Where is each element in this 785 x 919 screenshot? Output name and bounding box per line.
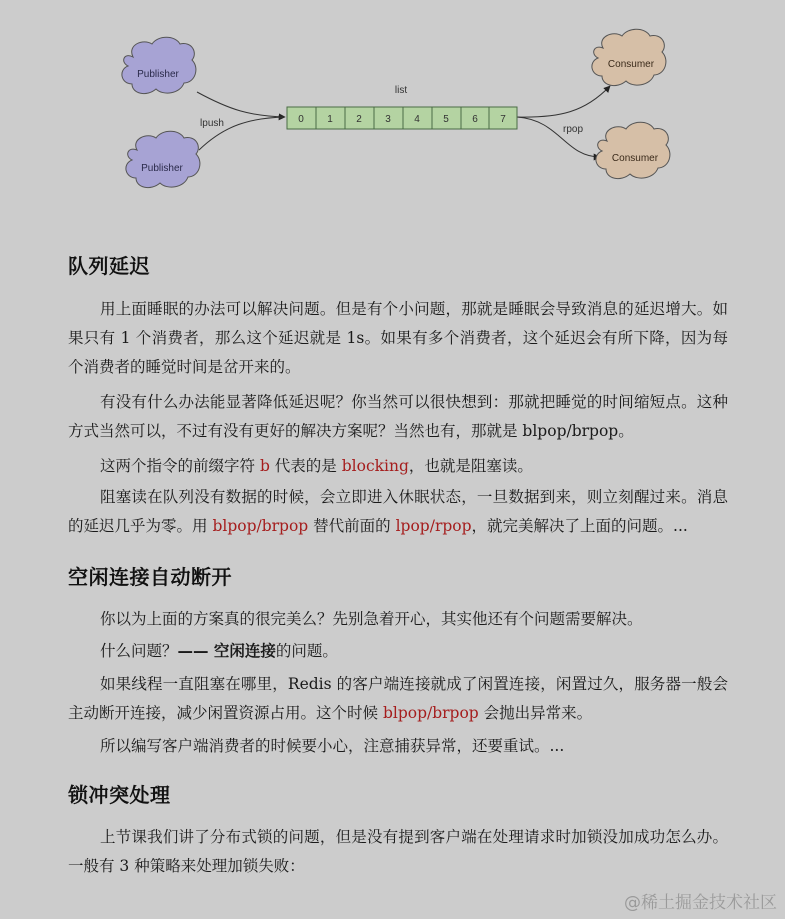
paragraph bbox=[68, 605, 728, 634]
consumer-cloud-1 bbox=[592, 29, 666, 85]
list-cell-7: 7 bbox=[500, 114, 506, 125]
text: 有没有什么办法能显著降低延迟呢？你当然可以很快想到：那就把睡觉的时间缩短点。这种方式当然可以，不过有没有更好的解决方案呢？当然也有，那就是 blpop/brpop。 bbox=[68, 393, 728, 440]
highlight-term: blocking bbox=[341, 457, 409, 475]
list-cells bbox=[287, 107, 517, 129]
list-cell-0: 0 bbox=[298, 114, 304, 125]
list-cell-2: 2 bbox=[356, 114, 362, 125]
lpush-label: lpush bbox=[200, 118, 224, 129]
redis-list-queue-diagram bbox=[0, 0, 785, 220]
consumer-cloud-2 bbox=[596, 122, 670, 178]
rpop-label: rpop bbox=[562, 124, 584, 135]
text: 阻塞读在队列没有数据的时候，会立即进入休眠状态，一旦数据到来，则立刻醒过来。消息的延迟几乎为零。用 bbox=[68, 488, 728, 535]
text: 会抛出异常来。 bbox=[478, 704, 593, 722]
text: 如果线程一直阻塞在哪里，Redis 的客户端连接就成了闲置连接，闲置过久，服务器一般会主动断开连接，减少闲置资源占用。这个时候 bbox=[68, 675, 728, 722]
paragraph bbox=[68, 637, 728, 666]
bold-term: —— 空闲连接 bbox=[177, 642, 276, 660]
paragraph bbox=[68, 483, 728, 541]
list-cell-6: 6 bbox=[472, 114, 478, 125]
publisher-label-1: Publisher bbox=[137, 69, 179, 80]
section-heading-idle-disconnect: 空闲连接自动断开 bbox=[68, 565, 232, 589]
text: 这两个指令的前缀字符 bbox=[100, 457, 260, 475]
paragraph bbox=[68, 452, 728, 481]
highlight-term: lpop/rpop bbox=[395, 517, 472, 535]
section-heading-queue-delay: 队列延迟 bbox=[68, 254, 150, 278]
text: ，也就是阻塞读。 bbox=[408, 457, 533, 475]
paragraph bbox=[68, 732, 728, 761]
consumer-label-2: Consumer bbox=[611, 153, 659, 164]
consumer2-arrow bbox=[517, 117, 600, 157]
list-cell-3: 3 bbox=[385, 114, 391, 125]
publisher-cloud-1 bbox=[122, 37, 196, 93]
text: ，就完美解决了上面的问题。... bbox=[471, 517, 688, 535]
watermark: @稀土掘金技术社区 bbox=[624, 893, 777, 913]
highlight-term: b bbox=[259, 457, 270, 475]
list-cell-4: 4 bbox=[414, 114, 420, 125]
highlight-term: blpop/brpop bbox=[212, 517, 309, 535]
publisher-cloud-2 bbox=[126, 131, 200, 187]
text: 替代前面的 bbox=[308, 517, 396, 535]
section-heading-lock-conflict: 锁冲突处理 bbox=[68, 783, 171, 807]
list-cell-5: 5 bbox=[443, 114, 449, 125]
paragraph bbox=[68, 670, 728, 728]
text: 什么问题？ bbox=[100, 642, 178, 660]
text: 用上面睡眠的办法可以解决问题。但是有个小问题，那就是睡眠会导致消息的延迟增大。如果只有 1 个消费者，那么这个延迟就是 1s。如果有多个消费者，这个延迟会有所下降，因为每个消费者的睡觉时间是岔开来的。 bbox=[68, 300, 728, 376]
text: 上节课我们讲了分布式锁的问题，但是没有提到客户端在处理请求时加锁没加成功怎么办。一般有 3 种策略来处理加锁失败： bbox=[68, 828, 728, 875]
list-cell-1: 1 bbox=[327, 114, 333, 125]
paragraph bbox=[68, 388, 728, 446]
text: 你以为上面的方案真的很完美么？先别急着开心，其实他还有个问题需要解决。 bbox=[100, 610, 643, 628]
consumer-label-1: Consumer bbox=[607, 59, 655, 70]
publisher-label-2: Publisher bbox=[141, 163, 183, 174]
publisher1-arrow bbox=[197, 92, 285, 117]
highlight-term: blpop/brpop bbox=[382, 704, 479, 722]
consumer1-arrow bbox=[517, 86, 610, 117]
text: 代表的是 bbox=[269, 457, 342, 475]
paragraph bbox=[68, 295, 728, 382]
text: 所以编写客户端消费者的时候要小心，注意捕获异常，还要重试。... bbox=[100, 737, 565, 755]
list-label: list bbox=[394, 85, 408, 96]
text: 的问题。 bbox=[275, 642, 338, 660]
paragraph bbox=[68, 823, 728, 881]
